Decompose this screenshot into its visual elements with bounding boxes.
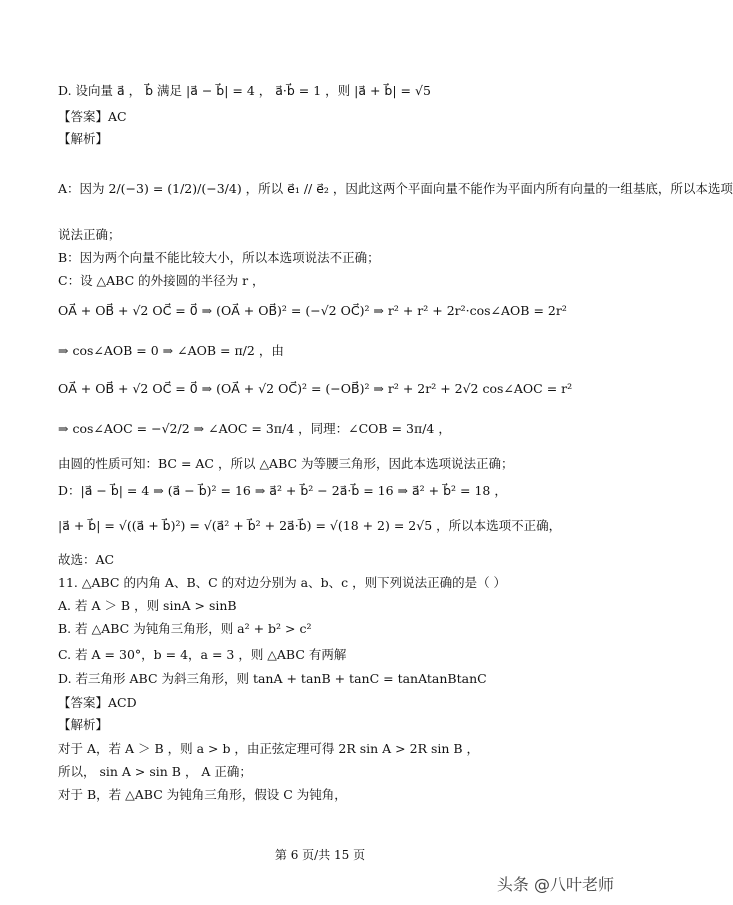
text-line: 11. △ABC 的内角 A、B、C 的对边分别为 a、b、c ，则下列说法正确的是（ ） bbox=[58, 575, 507, 590]
text-line: 对于 A，若 A ＞ B ，则 a > b ，由正弦定理可得 2R sin A > 2R sin B ， bbox=[58, 741, 480, 756]
text-line: A：因为 2/(−3) = (1/2)/(−3/4) ，所以 e⃗₁ // e⃗₂ ，因此这两个平面向量不能作为平面内所有向量的一组基底，所以本选项 bbox=[58, 181, 733, 196]
text-line: 说法正确； bbox=[58, 227, 121, 242]
text-line: ⇒ cos∠AOB = 0 ⇒ ∠AOB = π/2 ，由 bbox=[58, 343, 284, 358]
text-line: D. 若三角形 ABC 为斜三角形，则 tanA + tanB + tanC = tanAtanBtanC bbox=[58, 671, 487, 686]
text-line: 对于 B，若 △ABC 为钝角三角形，假设 C 为钝角， bbox=[58, 787, 347, 802]
text-line: OA⃗ + OB⃗ + √2 OC⃗ = 0⃗ ⇒ (OA⃗ + √2 OC⃗)² = (−OB⃗)² ⇒ r² + 2r² + 2√2 cos∠AOC = r² bbox=[58, 381, 573, 396]
text-line: 【答案】AC bbox=[58, 109, 127, 124]
text-line: 由圆的性质可知：BC = AC ，所以 △ABC 为等腰三角形，因此本选项说法正确； bbox=[58, 456, 514, 471]
text-line: 【答案】ACD bbox=[58, 695, 137, 710]
text-line: 所以， sin A > sin B ， A 正确； bbox=[58, 764, 252, 779]
text-line: C：设 △ABC 的外接圆的半径为 r ， bbox=[58, 273, 265, 288]
text-line: D：|a⃗ − b⃗| = 4 ⇒ (a⃗ − b⃗)² = 16 ⇒ a⃗² + b⃗² − 2a⃗·b⃗ = 16 ⇒ a⃗² + b⃗² = 18 ， bbox=[58, 483, 507, 498]
page-footer: 第 6 页/共 15 页 bbox=[274, 848, 366, 862]
text-line: OA⃗ + OB⃗ + √2 OC⃗ = 0⃗ ⇒ (OA⃗ + OB⃗)² = (−√2 OC⃗)² ⇒ r² + r² + 2r²·cos∠AOB = 2r² bbox=[58, 303, 567, 318]
watermark: 头条 @八叶老师 bbox=[496, 875, 614, 894]
text-line: ⇒ cos∠AOC = −√2/2 ⇒ ∠AOC = 3π/4 ，同理：∠COB = 3π/4 ， bbox=[58, 421, 451, 436]
text-line: C. 若 A = 30°，b = 4，a = 3 ，则 △ABC 有两解 bbox=[58, 647, 347, 662]
text-line: 【解析】 bbox=[58, 131, 109, 146]
text-line: |a⃗ + b⃗| = √((a⃗ + b⃗)²) = √(a⃗² + b⃗² + 2a⃗·b⃗) = √(18 + 2) = 2√5 ，所以本选项不正确， bbox=[58, 518, 562, 533]
text-line: B：因为两个向量不能比较大小，所以本选项说法不正确； bbox=[58, 250, 380, 265]
text-line: B. 若 △ABC 为钝角三角形，则 a² + b² > c² bbox=[58, 621, 312, 636]
text-line: 【解析】 bbox=[58, 717, 109, 732]
text-line: D. 设向量 a⃗ ， b⃗ 满足 |a⃗ − b⃗| = 4 ， a⃗·b⃗ = 1 ，则 |a⃗ + b⃗| = √5 bbox=[58, 83, 431, 98]
text-line: A. 若 A ＞ B ，则 sinA > sinB bbox=[58, 598, 237, 613]
text-line: 故选：AC bbox=[58, 552, 115, 567]
